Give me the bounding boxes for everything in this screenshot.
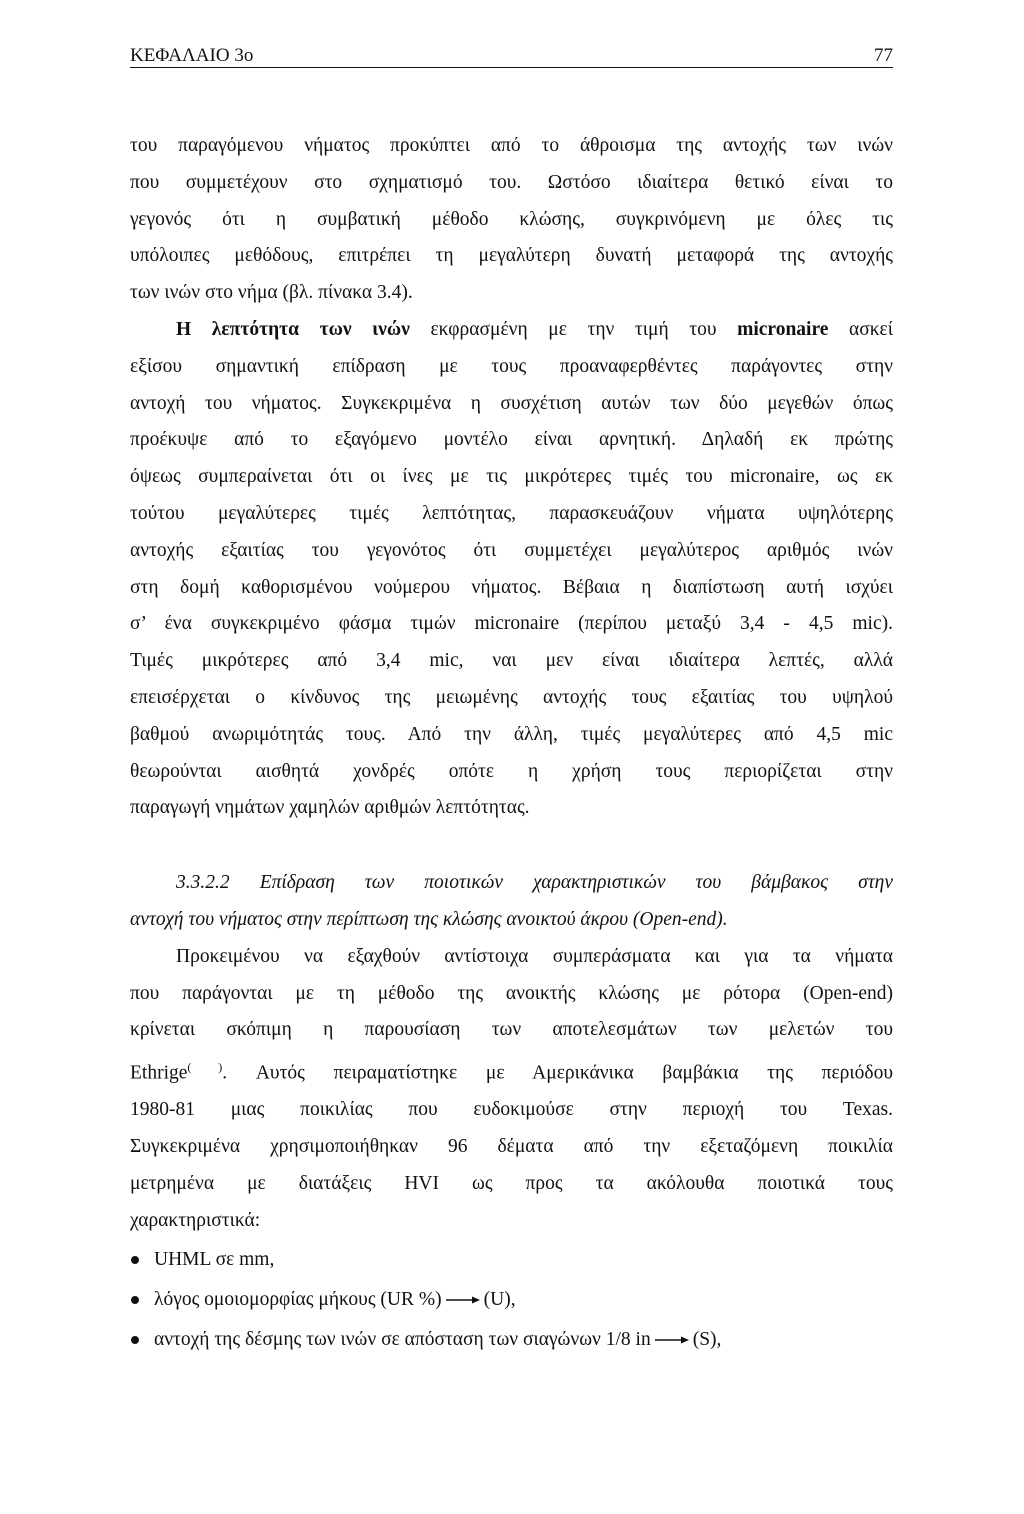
text-line: τούτου μεγαλύτερες τιμές λεπτότητας, παρασκευάζουν νήματα υψηλότερης [130,502,893,524]
text-span: ασκεί [828,318,893,340]
list-item-text: αντοχή της δέσμης των ινών σε απόσταση των σιαγώνων 1/8 in [154,1328,651,1350]
header-rule [130,67,893,68]
list-item [130,1320,893,1360]
text-line: επεισέρχεται ο κίνδυνος της μειωμένης αντοχής τους εξαιτίας του υψηλού [130,686,893,708]
text-line: Τιμές μικρότερες από 3,4 mic, ναι μεν είναι ιδιαίτερα λεπτές, αλλά [130,650,893,672]
text-line [130,1049,893,1092]
text-line: 1980-81 μιας ποικιλίας που ευδοκιμούσε στην περιοχή του Texas. [130,1099,893,1121]
section-heading-line: 3.3.2.2 Επίδραση των ποιοτικών χαρακτηριστικών του βάμβακος στην [176,872,893,894]
text-line [130,312,893,349]
text-line: παραγωγή νημάτων χαμηλών αριθμών λεπτότητας. [130,797,530,819]
text-line: χαρακτηριστικά: [130,1209,261,1231]
text-line: Προκειμένου να εξαχθούν αντίστοιχα συμπεράσματα και για τα νήματα [176,945,893,967]
text-line: στη δομή καθορισμένου νούμερου νήματος. Βέβαια η διαπίστωση αυτή ισχύει [130,576,893,598]
section-heading [130,865,893,939]
text-line: αντοχή του νήματος. Συγκεκριμένα η συσχέτιση αυτών των δύο μεγεθών όπως [130,392,893,414]
text-line: του παραγόμενου νήματος προκύπτει από το άθροισμα της αντοχής των ινών [130,135,893,156]
bullet-list [130,1240,893,1360]
text-line: όψεως συμπεραίνεται ότι οι ίνες με τις μικρότερες τιμές του micronaire, ως εκ [130,466,893,488]
list-item-text: (S), [692,1328,722,1350]
text-line: μετρημένα με διατάξεις HVI ως προς τα ακόλουθα ποιοτικά τους [130,1173,893,1195]
list-item-text: UHML σε mm, [154,1248,275,1270]
list-item-text: λόγος ομοιομορφίας μήκους (UR %) [154,1288,442,1310]
author-name: Ethrige [130,1062,188,1084]
page-body [130,128,893,1360]
paragraph-1 [130,128,893,312]
list-item [130,1280,893,1320]
list-item [130,1240,893,1280]
text-line: Συγκεκριμένα χρησιμοποιήθηκαν 96 δέματα από την εξεταζόμενη ποικιλία [130,1136,893,1158]
reference-marker: ( ) [187,1060,223,1075]
arrow-right-icon [655,1335,689,1345]
arrow-right-icon [446,1295,480,1305]
bold-term: micronaire [737,318,829,340]
text-line: βαθμού ανωριμότητάς τους. Από την άλλη, τιμές μεγαλύτερες από 4,5 mic [130,723,893,745]
text-line: που συμμετέχουν στο σχηματισμό του. Ωστόσο ιδιαίτερα θετικό είναι το [130,171,893,193]
bold-term: Η λεπτότητα των ινών [176,318,410,340]
text-line: κρίνεται σκόπιμη η παρουσίαση των αποτελεσμάτων των μελετών του [130,1019,893,1041]
text-line: υπόλοιπες μεθόδους, επιτρέπει τη μεγαλύτερη δυνατή μεταφορά της αντοχής [130,245,893,267]
text-line: σ’ ένα συγκεκριμένο φάσμα τιμών micronaire (περίπου μεταξύ 3,4 - 4,5 mic). [130,613,893,635]
text-span: . Αυτός πειραματίστηκε με Αμερικάνικα βαμβάκια της περιόδου [222,1062,893,1084]
text-line: των ινών στο νήμα (βλ. πίνακα 3.4). [130,282,413,304]
text-line: εξίσου σημαντική επίδραση με τους προαναφερθέντες παράγοντες στην [130,355,893,377]
text-line: που παράγονται με τη μέθοδο της ανοικτής κλώσης με ρότορα (Open-end) [130,982,893,1004]
text-line: θεωρούνται αισθητά χονδρές οπότε η χρήση τους περιορίζεται στην [130,760,893,782]
text-line: γεγονός ότι η συμβατική μέθοδο κλώσης, συγκρινόμενη με όλες τις [130,208,893,230]
text-span: εκφρασμένη με την τιμή του [409,318,738,340]
page-header [130,44,893,68]
list-item-text: (U), [483,1288,516,1310]
chapter-label: ΚΕΦΑΛΑΙΟ 3ο [130,45,254,66]
page-number: 77 [874,45,893,66]
paragraph-2 [130,312,893,827]
section-heading-line: αντοχή του νήματος στην περίπτωση της κλώσης ανοικτού άκρου (Open-end). [130,908,728,930]
text-line: αντοχής εξαιτίας του γεγονότος ότι συμμετέχει μεγαλύτερος αριθμός ινών [130,539,893,561]
text-line: προέκυψε από το εξαγόμενο μοντέλο είναι αρνητική. Δηλαδή εκ πρώτης [130,429,893,451]
paragraph-3 [130,939,893,1240]
